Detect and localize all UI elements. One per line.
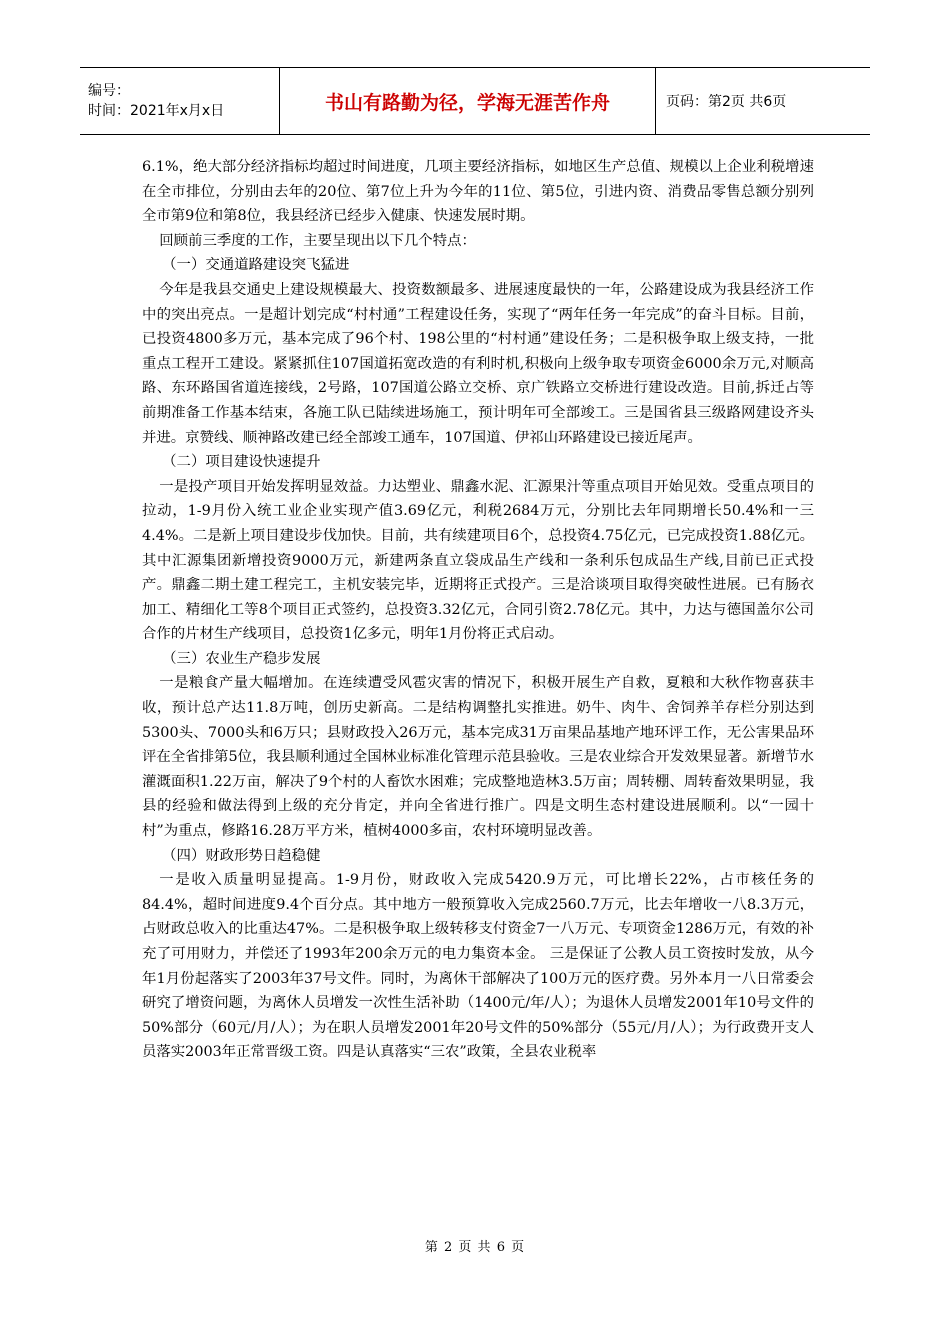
- footer-page-number: 第 2 页 共 6 页: [424, 1240, 526, 1255]
- motto-text: 书山有路勤为径，学海无涯苦作舟: [324, 91, 610, 114]
- page-footer: [0, 1236, 950, 1255]
- paragraph: 一是粮食产量大幅增加。在连续遭受风雹灾害的情况下，积极开展生产自救，夏粮和大秋作物喜获丰收，预计总产达11.8万吨，创历史新高。二是结构调整扎实推进。奶牛、肉牛、舍饲养羊存栏分别达到5300头、7000头和6万只；县财政投入26万元，基本完成31万亩果品基地产地环评工作，无公害果品环评在全省排第5位，我县顺利通过全国林业标准化管理示范县验收。三是农业综合开发效果显著。新增节水灌溉面积1.22万亩，解决了9个村的人畜饮水困难；完成整地造林3.5万亩；周转棚、周转畜效果明显，我县的经验和做法得到上级的充分肯定，并向全省进行推广。四是文明生态村建设进展顺利。以“一园十村”为重点，修路16.28万平方米，植树4000多亩，农村环境明显改善。: [142, 675, 814, 840]
- header-motto: [280, 68, 656, 134]
- header-page-info: [656, 68, 870, 134]
- paragraph: 6.1%，绝大部分经济指标均超过时间进度，几项主要经济指标，如地区生产总值、规模以上企业利税增速在全市排位，分别由去年的20位、第7位上升为今年的11位、第5位，引进内资、消费品零售总额分别列全市第9位和第8位，我县经济已经步入健康、快速发展时期。: [142, 159, 814, 225]
- document-body: [142, 155, 814, 1065]
- paragraph: 一是收入质量明显提高。1-9月份，财政收入完成5420.9万元，可比增长22%，占市核任务的84.4%，超时间进度9.4个百分点。其中地方一般预算收入完成2560.7万元，比去年增收一八8.3万元，占财政总收入的比重达47%。二是积极争取上级转移支付资金7一八万元、专项资金1286万元，有效的补充了可用财力，并偿还了1993年200余万元的电力集资本金。 三是保证了公教人员工资按时发放，从今年1月份起落实了2003年37号文件。同时，为离休干部解决了100万元的医疗费。另外本月一八日常委会研究了增资问题，为离休人员增发一次性生活补助（1400元/年/人）；为退休人员增发2001年10号文件的50%部分（60元/月/人）；为在职人员增发2001年20号文件的50%部分（55元/月/人）；为行政费开支人员落实2003年正常晋级工资。四是认真落实“三农”政策，全县农业税率: [142, 872, 814, 1061]
- paragraph: 回顾前三季度的工作，主要呈现出以下几个特点：: [159, 232, 476, 249]
- page-number-label: 页码：第2页 共6页: [666, 94, 787, 110]
- paragraph: 一是投产项目开始发挥明显效益。力达塑业、鼎鑫水泥、汇源果汁等重点项目开始见效。受重点项目的拉动，1-9月份入统工业企业实现产值3.69亿元，利税2684万元，分别比去年同期增长50.4%和一三4.4%。二是新上项目建设步伐加快。目前，共有续建项目6个，总投资4.75亿元，已完成投资1.88亿元。其中汇源集团新增投资9000万元，新建两条直立袋成品生产线和一条利乐包成品生产线,目前已正式投产。鼎鑫二期土建工程完工，主机安装完毕，近期将正式投产。三是洽谈项目取得突破性进展。已有肠衣加工、精细化工等8个项目正式签约，总投资3.32亿元，合同引资2.78亿元。其中，力达与德国盖尔公司合作的片材生产线项目，总投资1亿多元，明年1月份将正式启动。: [142, 478, 814, 643]
- paragraph: 今年是我县交通史上建设规模最大、投资数额最多、进展速度最快的一年，公路建设成为我县经济工作中的突出亮点。一是超计划完成“村村通”工程建设任务，实现了“两年任务一年完成”的奋斗目标。目前，已投资4800多万元，基本完成了96个村、198公里的“村村通”建设任务；二是积极争取上级支持，一批重点工程开工建设。紧紧抓住107国道拓宽改造的有利时机,积极向上级争取专项资金6000余万元,对顺高路、东环路国省道连接线，2号路，107国道公路立交桥、京广铁路立交桥进行建设改造。目前,拆迁占等前期准备工作基本结束，各施工队已陆续进场施工，预计明年可全部竣工。三是国省县三级路网建设齐头并进。京赞线、顺神路改建已经全部竣工通车，107国道、伊祁山环路建设已接近尾声。: [142, 281, 814, 446]
- section-heading: （三）农业生产稳步发展: [162, 650, 321, 667]
- header-meta: [80, 68, 280, 134]
- page-header: [80, 67, 870, 135]
- section-heading: （一）交通道路建设突飞猛进: [162, 257, 350, 274]
- serial-number-label: 编号：: [88, 83, 130, 99]
- date-label: 时间：2021年x月x日: [88, 103, 225, 119]
- section-heading: （二）项目建设快速提升: [162, 454, 321, 471]
- section-heading: （四）财政形势日趋稳健: [162, 847, 321, 864]
